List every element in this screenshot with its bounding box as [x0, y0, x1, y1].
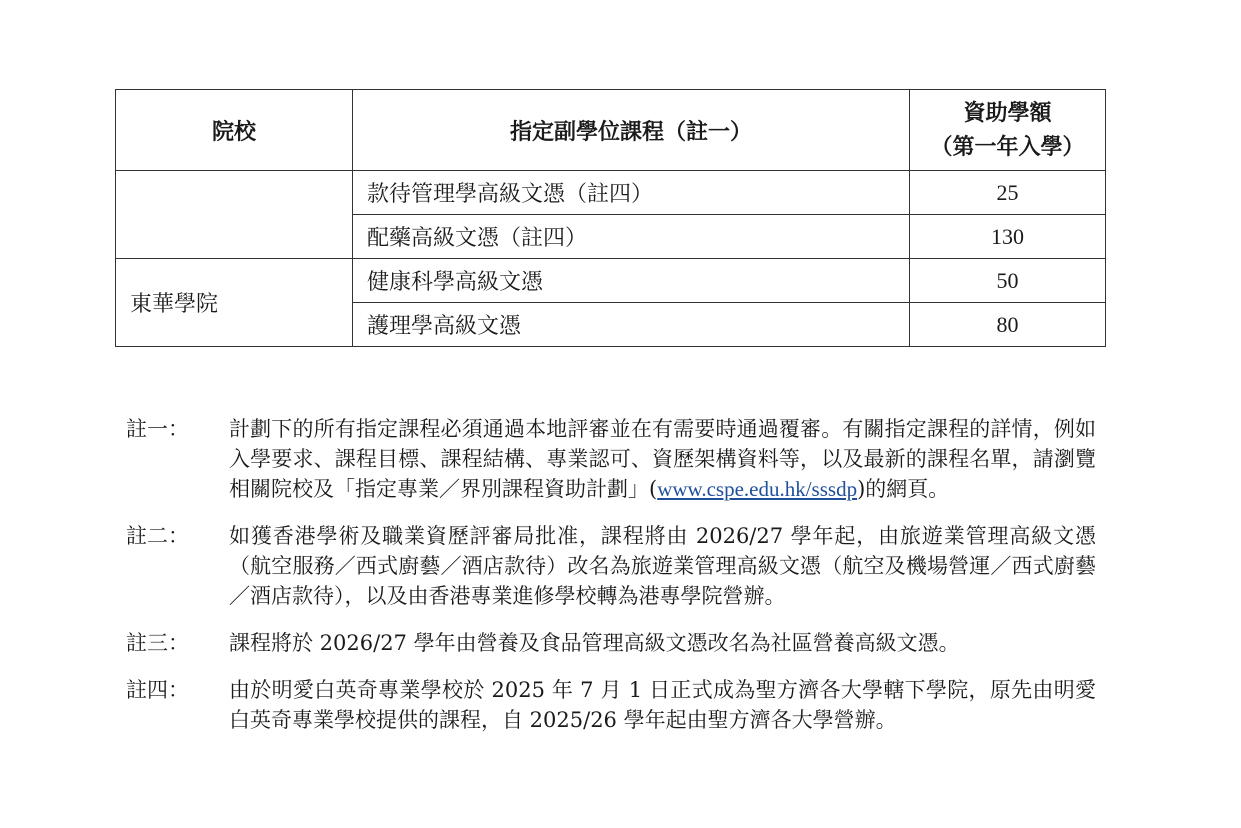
note-1	[126, 414, 1096, 504]
institution-cell-empty	[116, 171, 353, 259]
places-cell: 50	[910, 259, 1106, 303]
note-text-after-link: )的網頁。	[857, 477, 950, 501]
note-label: 註一：	[126, 417, 189, 441]
note-text: 如獲香港學術及職業資歷評審局批准，課程將由 2026/27 學年起，由旅遊業管理高級文憑（航空服務／西式廚藝／酒店款待）改名為旅遊業管理高級文憑（航空及機場營運／西式廚藝／酒店款待），以及由香港專業進修學校轉為港專學院營辦。	[229, 524, 1096, 608]
notes-section	[126, 414, 1096, 735]
programme-cell: 配藥高級文憑（註四）	[353, 215, 910, 259]
note-text: 課程將於 2026/27 學年由營養及食品管理高級文憑改名為社區營養高級文憑。	[229, 631, 960, 655]
places-cell: 25	[910, 171, 1106, 215]
cspe-link[interactable]: www.cspe.edu.hk/sssdp	[657, 477, 858, 501]
programme-cell: 護理學高級文憑	[353, 303, 910, 347]
table-row	[116, 171, 1106, 215]
header-places	[910, 90, 1106, 171]
header-institution: 院校	[116, 90, 353, 171]
table-header-row	[116, 90, 1106, 171]
header-programme: 指定副學位課程（註一）	[353, 90, 910, 171]
header-places-line1: 資助學額	[963, 100, 1052, 126]
header-places-line2: （第一年入學）	[930, 134, 1085, 160]
institution-cell: 東華學院	[116, 259, 353, 347]
note-label: 註四：	[126, 678, 189, 702]
note-label: 註二：	[126, 524, 189, 548]
programme-cell: 款待管理學高級文憑（註四）	[353, 171, 910, 215]
programme-cell: 健康科學高級文憑	[353, 259, 910, 303]
note-text-before-link: 計劃下的所有指定課程必須通過本地評審並在有需要時通過覆審。有關指定課程的詳情，例如入學要求、課程目標、課程結構、專業認可、資歷架構資料等，以及最新的課程名單，請瀏覽相關院校及「指定專業／界別課程資助計劃」(	[229, 417, 1096, 501]
table-row	[116, 259, 1106, 303]
note-3	[126, 628, 1096, 658]
note-2	[126, 521, 1096, 611]
places-cell: 80	[910, 303, 1106, 347]
note-text: 由於明愛白英奇專業學校於 2025 年 7 月 1 日正式成為聖方濟各大學轄下學院，原先由明愛白英奇專業學校提供的課程，自 2025/26 學年起由聖方濟各大學營辦。	[229, 678, 1096, 732]
note-4	[126, 675, 1096, 735]
note-label: 註三：	[126, 631, 189, 655]
programme-table	[115, 89, 1106, 347]
places-cell: 130	[910, 215, 1106, 259]
note-text	[229, 414, 1096, 504]
